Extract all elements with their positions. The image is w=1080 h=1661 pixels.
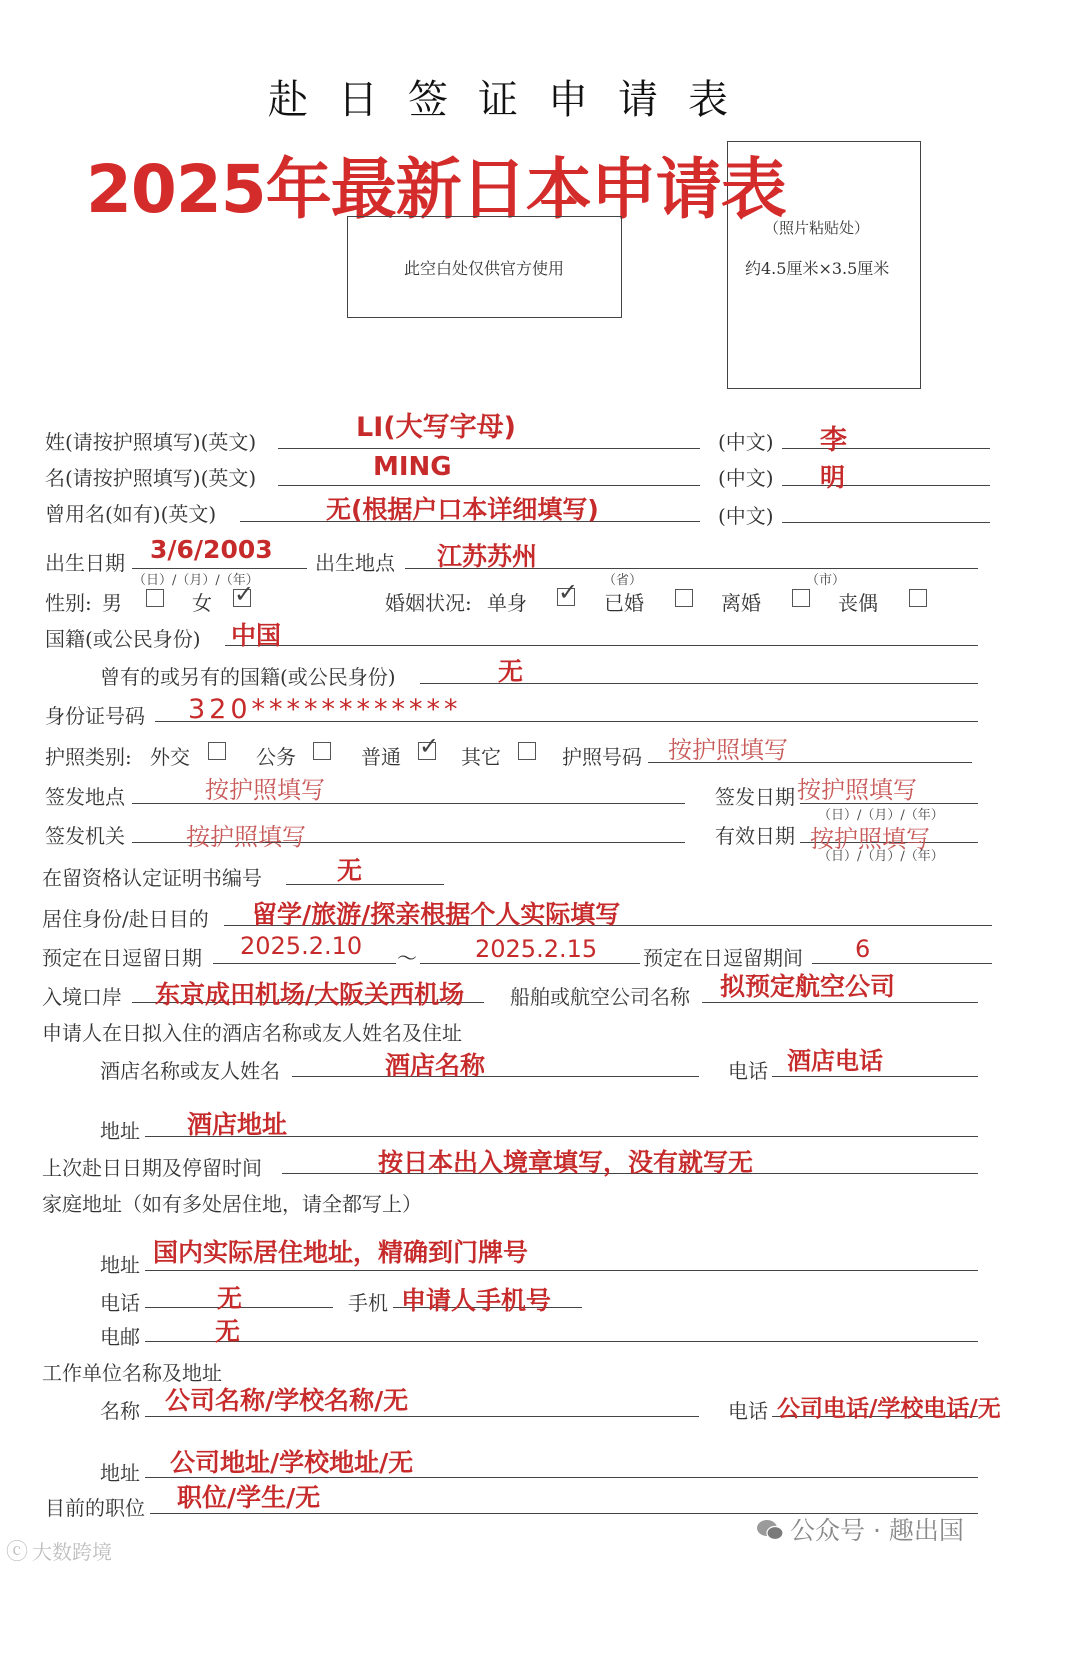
stay-period-input[interactable]: 6 <box>855 935 871 963</box>
birth-date-label: 出生日期 <box>45 551 125 575</box>
work-name-label: 名称 <box>100 1399 140 1423</box>
home-address-label: 地址 <box>100 1253 140 1277</box>
marital-divorced-checkbox[interactable] <box>792 589 810 607</box>
nationality-line <box>225 645 978 646</box>
gender-label: 性别: <box>45 591 92 615</box>
passport-other-label: 其它 <box>461 745 501 769</box>
coe-number-label: 在留资格认定证明书编号 <box>42 866 262 890</box>
stay-period-label: 预定在日逗留期间 <box>643 946 803 970</box>
lodging-tel-input[interactable]: 酒店电话 <box>787 1047 883 1075</box>
former-name-zh-line <box>782 522 990 523</box>
issuing-authority-label: 签发机关 <box>45 824 125 848</box>
gender-female-check-icon: ✓ <box>234 580 255 608</box>
work-address-input[interactable]: 公司地址/学校地址/无 <box>170 1448 414 1477</box>
passport-other-checkbox[interactable] <box>518 742 536 760</box>
work-section-label: 工作单位名称及地址 <box>42 1361 222 1385</box>
birth-place-input[interactable]: 江苏苏州 <box>437 542 538 571</box>
stay-from-line <box>213 963 396 964</box>
marital-married-label: 已婚 <box>604 591 644 615</box>
surname-zh-input[interactable]: 李 <box>820 425 847 456</box>
banner-title: 2025年最新日本申请表 <box>86 151 786 228</box>
coe-number-line <box>286 884 444 885</box>
carrier-label: 船舶或航空公司名称 <box>510 985 690 1009</box>
marital-single-check-icon: ✓ <box>558 578 579 606</box>
given-name-zh-label: (中文) <box>718 466 774 490</box>
watermark-logo-icon: ⓒ <box>6 1540 29 1565</box>
gender-male-label: 男 <box>102 591 122 615</box>
id-number-input[interactable]: 320************ <box>188 694 462 725</box>
home-email-label: 电邮 <box>100 1325 140 1349</box>
province-hint: （省） <box>603 573 643 588</box>
passport-ordinary-label: 普通 <box>361 745 401 769</box>
form-title: 赴日签证申请表 <box>268 77 758 123</box>
expiry-date-label: 有效日期 <box>715 824 795 848</box>
issue-date-label: 签发日期 <box>715 785 795 809</box>
stay-date-separator: ～ <box>397 946 417 970</box>
surname-zh-line <box>782 448 990 449</box>
purpose-label: 居住身份/赴日目的 <box>42 907 209 931</box>
watermark-left <box>6 1535 112 1566</box>
issue-place-label: 签发地点 <box>45 785 125 809</box>
work-tel-input[interactable]: 公司电话/学校电话/无 <box>777 1396 1001 1422</box>
stay-period-line <box>812 963 992 964</box>
previous-visit-input[interactable]: 按日本出入境章填写，没有就写无 <box>378 1148 754 1177</box>
lodging-section-label: 申请人在日拟入住的酒店名称或友人姓名及住址 <box>42 1021 462 1045</box>
previous-visit-label: 上次赴日日期及停留时间 <box>42 1156 262 1180</box>
lodging-name-input[interactable]: 酒店名称 <box>385 1051 486 1080</box>
nationality-input[interactable]: 中国 <box>231 621 282 650</box>
passport-official-checkbox[interactable] <box>313 742 331 760</box>
given-name-line <box>278 485 700 486</box>
entry-port-input[interactable]: 东京成田机场/大阪关西机场 <box>155 980 465 1009</box>
former-name-zh-label: (中文) <box>718 504 774 528</box>
passport-diplomatic-label: 外交 <box>150 745 190 769</box>
marital-widowed-checkbox[interactable] <box>909 589 927 607</box>
former-name-input[interactable]: 无(根据户口本详细填写) <box>326 495 599 524</box>
nationality-label: 国籍(或公民身份) <box>45 627 201 651</box>
marital-label: 婚姻状况: <box>385 591 472 615</box>
stay-from-input[interactable]: 2025.2.10 <box>240 932 363 960</box>
official-use-label: 此空白处仅供官方使用 <box>404 259 565 278</box>
marital-single-label: 单身 <box>487 591 527 615</box>
id-number-label: 身份证号码 <box>45 704 145 728</box>
birth-date-input[interactable]: 3/6/2003 <box>150 535 273 564</box>
work-tel-label: 电话 <box>728 1399 768 1423</box>
passport-ordinary-check-icon: ✓ <box>419 732 440 760</box>
passport-type-label: 护照类别: <box>45 745 132 769</box>
watermark-left-text: 大数跨境 <box>32 1540 113 1564</box>
home-email-line <box>145 1341 978 1342</box>
photo-box-size: 约4.5厘米×3.5厘米 <box>745 259 890 278</box>
lodging-address-label: 地址 <box>100 1119 140 1143</box>
lodging-name-line <box>292 1076 699 1077</box>
issue-date-input[interactable]: 按护照填写 <box>797 776 917 804</box>
stay-to-input[interactable]: 2025.2.15 <box>475 935 598 963</box>
lodging-name-label: 酒店名称或友人姓名 <box>100 1059 280 1083</box>
work-address-label: 地址 <box>100 1461 140 1485</box>
expiry-date-input[interactable]: 按护照填写 <box>810 825 930 853</box>
stay-date-label: 预定在日逗留日期 <box>42 946 202 970</box>
marital-divorced-label: 离婚 <box>721 591 761 615</box>
given-name-zh-input[interactable]: 明 <box>820 463 846 492</box>
issue-place-input[interactable]: 按护照填写 <box>205 776 325 804</box>
home-tel-label: 电话 <box>100 1291 140 1315</box>
surname-zh-label: (中文) <box>718 430 774 454</box>
watermark-right-text: 公众号 · 趣出国 <box>790 1516 964 1545</box>
other-nationality-label: 曾有的或另有的国籍(或公民身份) <box>100 665 396 689</box>
lodging-tel-label: 电话 <box>728 1059 768 1083</box>
given-name-zh-line <box>782 485 990 486</box>
lodging-tel-line <box>772 1076 978 1077</box>
home-tel-input[interactable]: 无 <box>217 1284 243 1313</box>
marital-widowed-label: 丧偶 <box>838 591 878 615</box>
surname-input[interactable]: LI(大写字母) <box>356 412 516 443</box>
photo-box-label: （照片粘贴处） <box>764 219 870 237</box>
work-name-input[interactable]: 公司名称/学校名称/无 <box>165 1386 409 1415</box>
passport-number-input[interactable]: 按护照填写 <box>668 736 788 764</box>
position-input[interactable]: 职位/学生/无 <box>177 1483 321 1512</box>
watermark-right <box>756 1511 964 1547</box>
stay-to-line <box>420 963 640 964</box>
position-label: 目前的职位 <box>45 1496 145 1520</box>
surname-line <box>278 448 700 449</box>
given-name-label: 名(请按护照填写)(英文) <box>45 466 257 490</box>
issue-date-hint: （日）/（月）/（年） <box>818 808 944 823</box>
home-address-line <box>145 1270 978 1271</box>
expiry-date-hint: （日）/（月）/（年） <box>818 849 944 864</box>
marital-married-checkbox[interactable] <box>675 589 693 607</box>
passport-official-label: 公务 <box>256 745 296 769</box>
surname-label: 姓(请按护照填写)(英文) <box>45 430 257 454</box>
passport-number-label: 护照号码 <box>562 745 642 769</box>
lodging-address-input[interactable]: 酒店地址 <box>187 1110 288 1139</box>
home-mobile-label: 手机 <box>348 1291 388 1315</box>
city-hint: （市） <box>806 573 846 588</box>
coe-number-input[interactable]: 无 <box>337 856 363 885</box>
issuing-authority-input[interactable]: 按护照填写 <box>186 823 306 851</box>
birth-date-hint: （日）/（月）/（年） <box>133 573 259 588</box>
given-name-input[interactable]: MING <box>373 452 452 482</box>
home-address-input[interactable]: 国内实际居住地址，精确到门牌号 <box>153 1238 529 1267</box>
home-section-label: 家庭地址（如有多处居住地，请全都写上） <box>42 1192 422 1216</box>
gender-female-label: 女 <box>192 591 212 615</box>
gender-male-checkbox[interactable] <box>146 589 164 607</box>
home-email-input[interactable]: 无 <box>215 1317 241 1346</box>
birth-place-label: 出生地点 <box>315 551 395 575</box>
other-nationality-input[interactable]: 无 <box>498 657 524 686</box>
wechat-icon <box>756 1518 782 1540</box>
former-name-label: 曾用名(如有)(英文) <box>45 502 217 526</box>
passport-diplomatic-checkbox[interactable] <box>208 742 226 760</box>
carrier-input[interactable]: 拟预定航空公司 <box>720 972 896 1001</box>
entry-port-label: 入境口岸 <box>42 985 122 1009</box>
home-mobile-input[interactable]: 申请人手机号 <box>401 1286 552 1315</box>
purpose-input[interactable]: 留学/旅游/探亲根据个人实际填写 <box>252 900 621 929</box>
